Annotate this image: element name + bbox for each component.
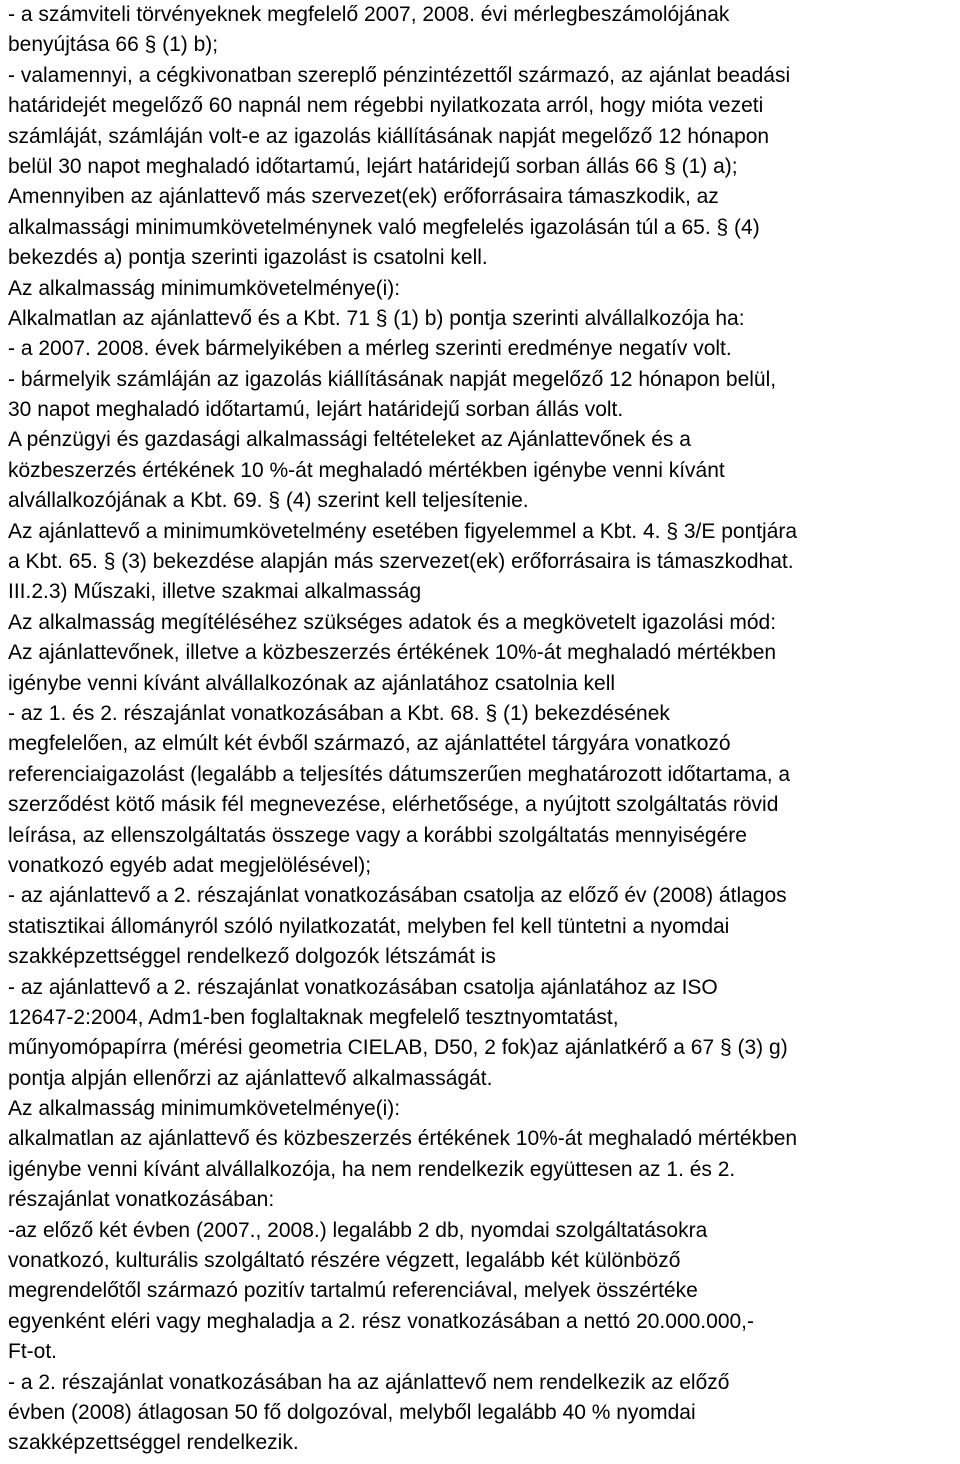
section-heading: Az alkalmasság minimumkövetelménye(i): <box>8 1097 401 1121</box>
text-line: pontja alpján ellenőrzi az ajánlattevő alkalmasságát. <box>8 1066 493 1090</box>
text-line: Amennyiben az ajánlattevő más szervezet(ek) erőforrásaira támaszkodik, az <box>8 185 719 209</box>
text-line: évben (2008) átlagosan 50 fő dolgozóval, melyből legalább 40 % nyomdai <box>8 1400 696 1424</box>
text-line: vonatkozó egyéb adat megjelölésével); <box>8 853 372 877</box>
text-line: - az ajánlattevő a 2. részajánlat vonatkozásában csatolja ajánlatához az ISO <box>8 975 718 999</box>
text-line: bekezdés a) pontja szerinti igazolást is csatolni kell. <box>8 246 488 270</box>
text-line: - valamennyi, a cégkivonatban szereplő pénzintézettől származó, az ajánlat beadási <box>8 63 791 87</box>
text-line: Ft-ot. <box>8 1340 58 1364</box>
text-line: referenciaigazolást (legalább a teljesítés dátumszerűen meghatározott időtartama, a <box>8 762 791 786</box>
text-line: - az 1. és 2. részajánlat vonatkozásában a Kbt. 68. § (1) bekezdésének <box>8 701 670 725</box>
text-line: 12647-2:2004, Adm1-ben foglaltaknak megfelelő tesztnyomtatást, <box>8 1005 619 1029</box>
section-heading: Az alkalmasság minimumkövetelménye(i): <box>8 276 401 300</box>
text-line: szakképzettséggel rendelkezik. <box>8 1431 299 1455</box>
section-heading: III.2.3) Műszaki, illetve szakmai alkalmasság <box>8 580 422 604</box>
text-line: A pénzügyi és gazdasági alkalmassági feltételeket az Ajánlattevőnek és a <box>8 428 691 452</box>
text-line: alkalmassági minimumkövetelménynek való megfelelés igazolásán túl a 65. § (4) <box>8 215 760 239</box>
text-line: műnyomópapírra (mérési geometria CIELAB, D50, 2 fok)az ajánlatkérő a 67 § (3) g) <box>8 1036 788 1060</box>
text-line: határidejét megelőző 60 napnál nem régebbi nyilatkozata arról, hogy mióta vezeti <box>8 94 764 118</box>
text-line: igénybe venni kívánt alvállalkozója, ha nem rendelkezik együttesen az 1. és 2. <box>8 1157 736 1181</box>
text-line: statisztikai állományról szóló nyilatkozatát, melyben fel kell tüntetni a nyomdai <box>8 914 730 938</box>
text-line: - az ajánlattevő a 2. részajánlat vonatkozásában csatolja az előző év (2008) átlagos <box>8 884 787 908</box>
text-line: szakképzettséggel rendelkező dolgozók létszámát is <box>8 945 496 969</box>
text-line: alvállalkozójának a Kbt. 69. § (4) szerint kell teljesítenie. <box>8 489 529 513</box>
text-line: szerződést kötő másik fél megnevezése, elérhetősége, a nyújtott szolgáltatás rövid <box>8 793 779 817</box>
text-line: megrendelőtől származó pozitív tartalmú referenciával, melyek összértéke <box>8 1279 698 1303</box>
text-line: közbeszerzés értékének 10 %-át meghaladó mértékben igénybe venni kívánt <box>8 458 725 482</box>
text-line: - a számviteli törvényeknek megfelelő 2007, 2008. évi mérlegbeszámolójának <box>8 3 730 26</box>
text-line: megfelelően, az elmúlt két évből származó, az ajánlattétel tárgyára vonatkozó <box>8 732 731 756</box>
text-line: - a 2007. 2008. évek bármelyikében a mérleg szerinti eredménye negatív volt. <box>8 337 732 361</box>
text-line: -az előző két évben (2007., 2008.) legalább 2 db, nyomdai szolgáltatásokra <box>8 1218 708 1242</box>
text-line: részajánlat vonatkozásában: <box>8 1188 275 1212</box>
text-line: - a 2. részajánlat vonatkozásában ha az ajánlattevő nem rendelkezik az előző <box>8 1370 730 1394</box>
text-line: Alkalmatlan az ajánlattevő és a Kbt. 71 § (1) b) pontja szerinti alvállalkozója ha: <box>8 306 745 330</box>
text-line: - bármelyik számláján az igazolás kiállításának napját megelőző 12 hónapon belül, <box>8 367 777 391</box>
text-line: Az alkalmasság megítéléséhez szükséges adatok és a megkövetelt igazolási mód: <box>8 610 777 634</box>
text-line: Az ajánlattevőnek, illetve a közbeszerzés értékének 10%-át meghaladó mértékben <box>8 641 777 665</box>
text-line: leírása, az ellenszolgáltatás összege vagy a korábbi szolgáltatás mennyiségére <box>8 823 747 847</box>
text-line: benyújtása 66 § (1) b); <box>8 33 219 57</box>
text-line: belül 30 napot meghaladó időtartamú, lejárt határidejű sorban állás 66 § (1) a); <box>8 154 738 178</box>
text-line: Az ajánlattevő a minimumkövetelmény esetében figyelemmel a Kbt. 4. § 3/E pontjára <box>8 519 798 543</box>
text-line: alkalmatlan az ajánlattevő és közbeszerzés értékének 10%-át meghaladó mértékben <box>8 1127 798 1151</box>
text-line: egyenként eléri vagy meghaladja a 2. rész vonatkozásában a nettó 20.000.000,- <box>8 1309 755 1333</box>
text-line: vonatkozó, kulturális szolgáltató részére végzett, legalább két különböző <box>8 1249 681 1273</box>
text-line: a Kbt. 65. § (3) bekezdése alapján más szervezet(ek) erőforrásaira is támaszkodhat. <box>8 550 794 574</box>
text-line: igénybe venni kívánt alvállalkozónak az ajánlatához csatolnia kell <box>8 671 616 695</box>
text-line: számláját, számláján volt-e az igazolás kiállításának napját megelőző 12 hónapon <box>8 124 770 148</box>
text-line: 30 napot meghaladó időtartamú, lejárt határidejű sorban állás volt. <box>8 398 624 422</box>
